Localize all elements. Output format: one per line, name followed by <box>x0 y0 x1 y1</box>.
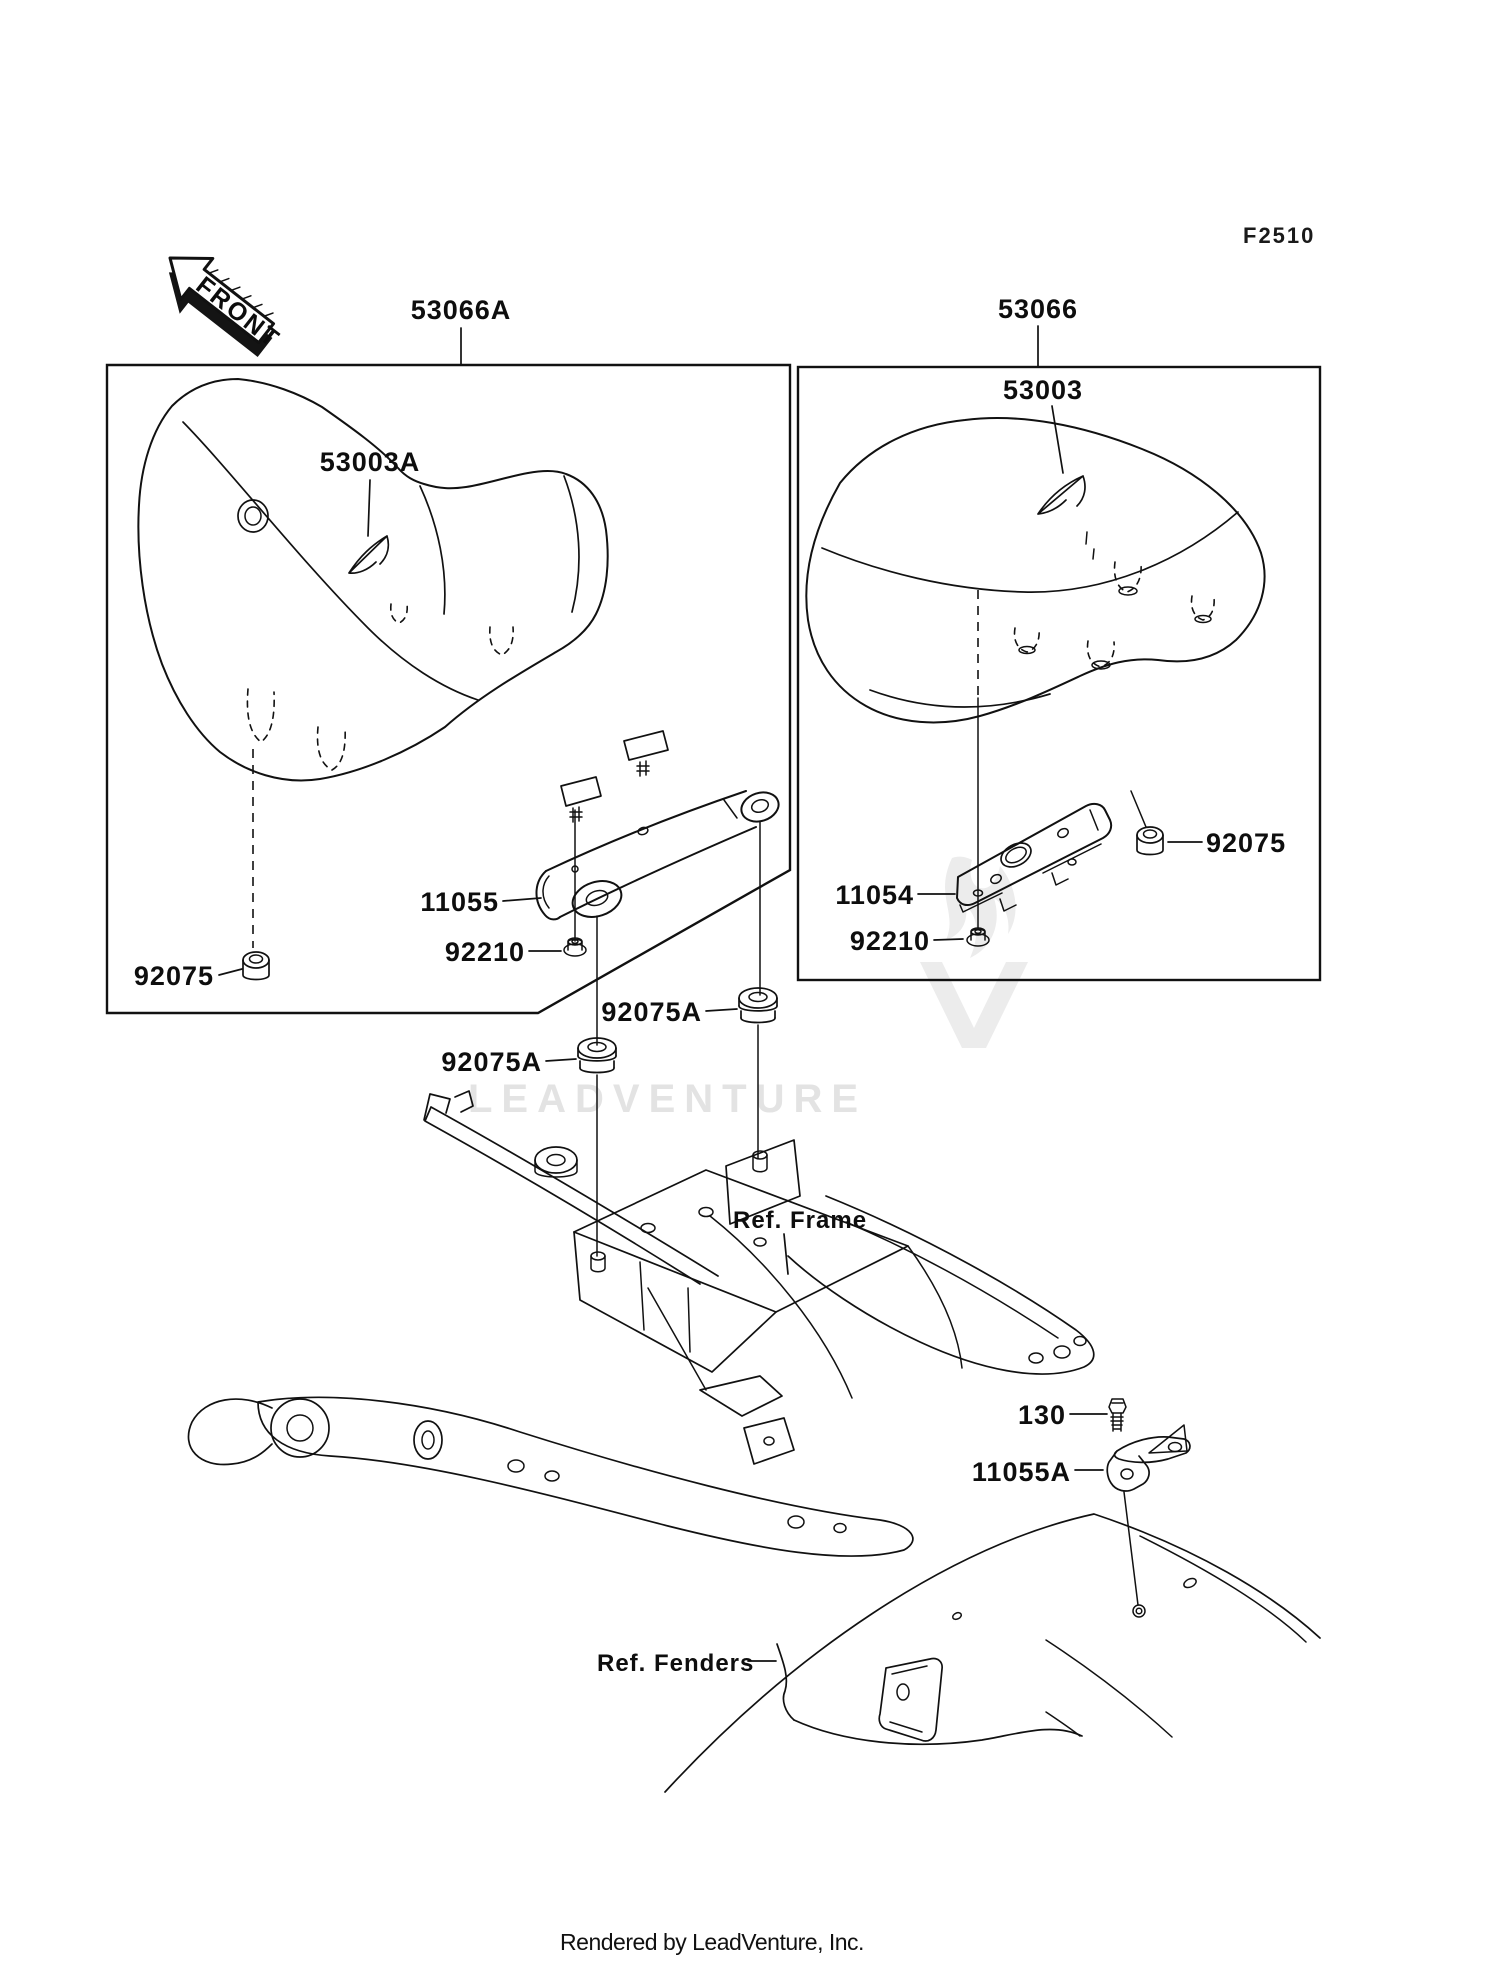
seat-underside-hooks <box>561 731 668 822</box>
passenger-seat-drawing <box>806 418 1264 722</box>
callout-92075A-rear[interactable]: 92075A <box>601 997 702 1027</box>
callout-11055[interactable]: 11055 <box>420 887 499 917</box>
driver-seat-drawing <box>138 379 668 822</box>
rear-fender-drawing <box>665 1514 1320 1792</box>
damper-92075-driver <box>243 952 269 980</box>
bolt-130-drawing <box>1109 1399 1126 1431</box>
footer-credit: Rendered by LeadVenture, Inc. <box>560 1929 864 1955</box>
front-arrow-label: FRONT <box>190 271 286 354</box>
callout-92210-rear[interactable]: 92210 <box>849 926 930 956</box>
callout-11054[interactable]: 11054 <box>835 880 914 910</box>
callout-92075A-front[interactable]: 92075A <box>441 1047 542 1077</box>
rear-frame-drawing <box>188 1091 1093 1556</box>
figure-code: F2510 <box>1243 223 1316 248</box>
grommet-92075A-rear <box>739 988 777 1023</box>
callout-53003[interactable]: 53003 <box>1002 375 1084 405</box>
fender-bracket-11055A-drawing <box>1107 1425 1190 1605</box>
seat-bracket-11054-drawing <box>957 804 1111 912</box>
callout-92210-front[interactable]: 92210 <box>444 937 525 967</box>
callout-53066[interactable]: 53066 <box>997 294 1079 324</box>
callout-11055A[interactable]: 11055A <box>971 1457 1071 1487</box>
label-ref-fenders: Ref. Fenders <box>597 1650 755 1677</box>
damper-92075-passenger <box>1137 827 1163 855</box>
leadventure-text-watermark: LEADVENTURE <box>468 1077 868 1121</box>
seat-hook-flap-passenger <box>1038 476 1085 514</box>
fender-stay <box>879 1659 942 1741</box>
callout-92075-driver[interactable]: 92075 <box>133 961 214 991</box>
label-ref-frame: Ref. Frame <box>733 1207 868 1234</box>
callout-92075-passenger[interactable]: 92075 <box>1206 828 1287 858</box>
frame-stud-front <box>591 1252 605 1272</box>
front-direction-arrow <box>147 238 294 373</box>
callout-130[interactable]: 130 <box>1017 1400 1066 1430</box>
callout-53003A[interactable]: 53003A <box>319 447 421 477</box>
seat-hook-flap-driver <box>349 536 388 573</box>
callout-53066A[interactable]: 53066A <box>410 295 512 325</box>
